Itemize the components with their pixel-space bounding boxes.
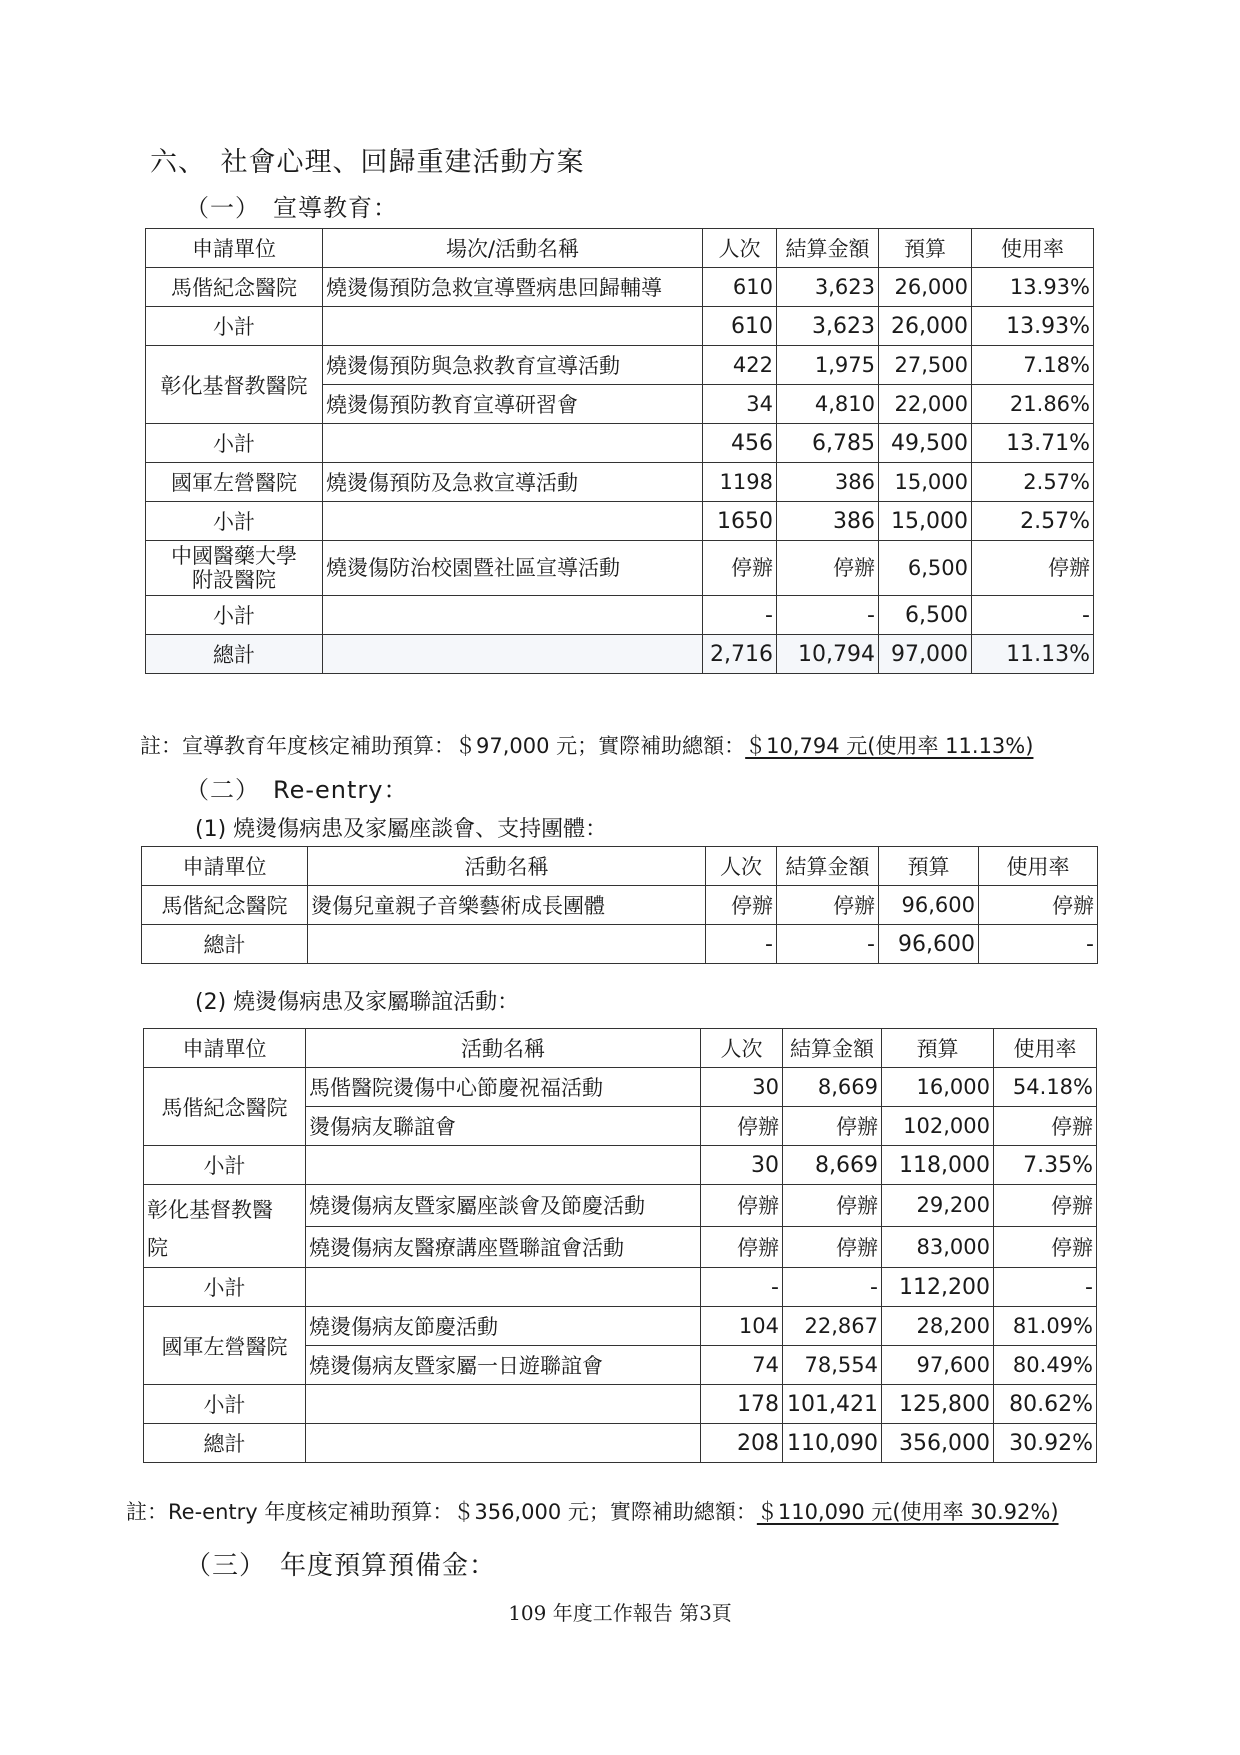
settled-amount-cell: 停辦 [777, 886, 879, 925]
usage-rate-cell: 81.09% [994, 1307, 1097, 1346]
total-label: 總計 [146, 635, 323, 674]
settled-amount-cell: 110,090 [783, 1424, 882, 1463]
subtotal-row [144, 1146, 1097, 1185]
budget-cell: 16,000 [882, 1068, 994, 1107]
table-row [146, 346, 1094, 385]
header-cell: 使用率 [979, 847, 1098, 886]
attendance-cell: - [701, 1268, 783, 1307]
header-cell: 申請單位 [146, 229, 323, 268]
attendance-cell: 74 [701, 1346, 783, 1385]
budget-cell: 83,000 [882, 1226, 994, 1268]
budget-cell: 118,000 [882, 1146, 994, 1185]
activity-cell [323, 635, 703, 674]
usage-rate-cell: 21.86% [972, 385, 1094, 424]
support-group-table [141, 846, 1098, 964]
subtotal-label: 小計 [146, 424, 323, 463]
header-cell: 人次 [706, 847, 777, 886]
attendance-cell: 2,716 [703, 635, 777, 674]
header-cell: 使用率 [972, 229, 1094, 268]
attendance-cell: 1650 [703, 502, 777, 541]
attendance-cell: 30 [701, 1068, 783, 1107]
budget-cell: 26,000 [879, 307, 972, 346]
attendance-cell: 178 [701, 1385, 783, 1424]
budget-cell: 27,500 [879, 346, 972, 385]
unit-cell: 彰化基督教醫院 [146, 346, 323, 424]
unit-cell: 馬偕紀念醫院 [146, 268, 323, 307]
promotion-education-table [145, 228, 1094, 674]
header-cell: 申請單位 [142, 847, 308, 886]
unit-cell: 國軍左營醫院 [144, 1307, 306, 1385]
activity-cell: 燒燙傷預防及急救宣導活動 [323, 463, 703, 502]
settled-amount-cell: 1,975 [777, 346, 879, 385]
usage-rate-cell: 13.93% [972, 268, 1094, 307]
settled-amount-cell: 78,554 [783, 1346, 882, 1385]
settled-amount-cell: 10,794 [777, 635, 879, 674]
budget-cell: 96,600 [879, 925, 979, 964]
settled-amount-cell: 停辦 [777, 541, 879, 596]
header-cell: 結算金額 [777, 229, 879, 268]
attendance-cell: 104 [701, 1307, 783, 1346]
social-events-table [143, 1028, 1097, 1463]
activity-cell [306, 1385, 701, 1424]
total-row [142, 925, 1098, 964]
usage-rate-cell: 停辦 [979, 886, 1098, 925]
unit-name-line: 附設醫院 [192, 568, 276, 592]
attendance-cell: 34 [703, 385, 777, 424]
table-row [144, 1185, 1097, 1227]
usage-rate-cell: 7.18% [972, 346, 1094, 385]
budget-cell: 15,000 [879, 502, 972, 541]
settled-amount-cell: 386 [777, 463, 879, 502]
activity-cell: 燒燙傷病友節慶活動 [306, 1307, 701, 1346]
subsection-title-reentry: （二） Re-entry： [185, 776, 409, 804]
header-cell: 預算 [879, 847, 979, 886]
header-cell: 預算 [882, 1029, 994, 1068]
usage-rate-cell: - [994, 1268, 1097, 1307]
table-row [146, 268, 1094, 307]
attendance-cell: 610 [703, 307, 777, 346]
activity-cell: 燒燙傷防治校園暨社區宣導活動 [323, 541, 703, 596]
settled-amount-cell: 8,669 [783, 1068, 882, 1107]
usage-rate-cell: - [979, 925, 1098, 964]
activity-cell [323, 502, 703, 541]
subtotal-label: 小計 [146, 596, 323, 635]
activity-cell [323, 596, 703, 635]
usage-rate-cell: 停辦 [972, 541, 1094, 596]
header-cell: 預算 [879, 229, 972, 268]
activity-cell: 燒燙傷病友暨家屬一日遊聯誼會 [306, 1346, 701, 1385]
settled-amount-cell: 101,421 [783, 1385, 882, 1424]
unit-name-line: 中國醫藥大學 [171, 544, 297, 568]
settled-amount-cell: - [777, 596, 879, 635]
header-cell: 申請單位 [144, 1029, 306, 1068]
attendance-cell: 停辦 [706, 886, 777, 925]
table-row [144, 1068, 1097, 1107]
budget-cell: 356,000 [882, 1424, 994, 1463]
attendance-cell: 停辦 [703, 541, 777, 596]
subsection-title-reserve-fund: （三） 年度預算預備金： [185, 1551, 497, 1581]
note-underlined-amount: ＄110,090 元(使用率 30.92%) [756, 1500, 1059, 1524]
usage-rate-cell: 2.57% [972, 502, 1094, 541]
subtotal-row [146, 307, 1094, 346]
usage-rate-cell: 80.49% [994, 1346, 1097, 1385]
budget-cell: 26,000 [879, 268, 972, 307]
attendance-cell: 208 [701, 1424, 783, 1463]
budget-cell: 29,200 [882, 1185, 994, 1227]
usage-rate-cell: 54.18% [994, 1068, 1097, 1107]
total-label: 總計 [144, 1424, 306, 1463]
unit-cell: 馬偕紀念醫院 [142, 886, 308, 925]
part-title-social-events: (2) 燒燙傷病患及家屬聯誼活動： [195, 990, 520, 1015]
total-row [146, 635, 1094, 674]
settled-amount-cell: 6,785 [777, 424, 879, 463]
activity-cell: 燒燙傷預防與急救教育宣導活動 [323, 346, 703, 385]
attendance-cell: 停辦 [701, 1107, 783, 1146]
total-label: 總計 [142, 925, 308, 964]
page-footer: 109 年度工作報告 第3頁 [508, 1601, 732, 1625]
table-header-row [144, 1029, 1097, 1068]
table-row [144, 1307, 1097, 1346]
note-underlined-amount: ＄10,794 元(使用率 11.13%) [745, 734, 1034, 758]
usage-rate-cell: 停辦 [994, 1226, 1097, 1268]
unit-cell [144, 1185, 306, 1268]
usage-rate-cell: 80.62% [994, 1385, 1097, 1424]
header-cell: 活動名稱 [306, 1029, 701, 1068]
settled-amount-cell: 4,810 [777, 385, 879, 424]
unit-cell: 馬偕紀念醫院 [144, 1068, 306, 1146]
subsection-title-promotion: （一） 宣導教育： [185, 194, 398, 222]
budget-cell: 125,800 [882, 1385, 994, 1424]
header-cell: 人次 [701, 1029, 783, 1068]
budget-cell: 112,200 [882, 1268, 994, 1307]
attendance-cell: 610 [703, 268, 777, 307]
budget-cell: 102,000 [882, 1107, 994, 1146]
unit-name-line: 彰化基督教醫 [147, 1198, 273, 1222]
activity-cell: 馬偕醫院燙傷中心節慶祝福活動 [306, 1068, 701, 1107]
activity-cell [306, 1424, 701, 1463]
subtotal-label: 小計 [144, 1385, 306, 1424]
promotion-budget-note [140, 730, 1033, 760]
table-header-row [146, 229, 1094, 268]
settled-amount-cell: - [777, 925, 879, 964]
settled-amount-cell: 386 [777, 502, 879, 541]
budget-cell: 6,500 [879, 596, 972, 635]
table-row [146, 541, 1094, 596]
attendance-cell: 30 [701, 1146, 783, 1185]
note-text: 註：Re-entry 年度核定補助預算：＄356,000 元；實際補助總額： [126, 1500, 757, 1524]
subtotal-row [146, 502, 1094, 541]
activity-cell: 燒燙傷預防急救宣導暨病患回歸輔導 [323, 268, 703, 307]
budget-cell: 22,000 [879, 385, 972, 424]
activity-cell: 燙傷病友聯誼會 [306, 1107, 701, 1146]
activity-cell [323, 424, 703, 463]
budget-cell: 96,600 [879, 886, 979, 925]
settled-amount-cell: 停辦 [783, 1185, 882, 1227]
attendance-cell: 456 [703, 424, 777, 463]
usage-rate-cell: 13.93% [972, 307, 1094, 346]
header-cell: 結算金額 [783, 1029, 882, 1068]
activity-cell [306, 1146, 701, 1185]
note-text: 註：宣導教育年度核定補助預算：＄97,000 元；實際補助總額： [140, 734, 746, 758]
table-row [142, 886, 1098, 925]
settled-amount-cell: - [783, 1268, 882, 1307]
usage-rate-cell: 7.35% [994, 1146, 1097, 1185]
activity-cell [323, 307, 703, 346]
usage-rate-cell: 停辦 [994, 1107, 1097, 1146]
usage-rate-cell: 13.71% [972, 424, 1094, 463]
activity-cell: 燒燙傷預防教育宣導研習會 [323, 385, 703, 424]
subtotal-label: 小計 [146, 502, 323, 541]
activity-cell [306, 1268, 701, 1307]
header-cell: 人次 [703, 229, 777, 268]
attendance-cell: - [703, 596, 777, 635]
settled-amount-cell: 8,669 [783, 1146, 882, 1185]
activity-cell [308, 925, 706, 964]
settled-amount-cell: 停辦 [783, 1107, 882, 1146]
budget-cell: 97,000 [879, 635, 972, 674]
header-cell: 活動名稱 [308, 847, 706, 886]
budget-cell: 49,500 [879, 424, 972, 463]
attendance-cell: 422 [703, 346, 777, 385]
header-cell: 使用率 [994, 1029, 1097, 1068]
subtotal-row [146, 424, 1094, 463]
settled-amount-cell: 22,867 [783, 1307, 882, 1346]
activity-cell: 燒燙傷病友醫療講座暨聯誼會活動 [306, 1226, 701, 1268]
usage-rate-cell: - [972, 596, 1094, 635]
section-heading: 六、 社會心理、回歸重建活動方案 [150, 147, 585, 178]
attendance-cell: 停辦 [701, 1226, 783, 1268]
table-header-row [142, 847, 1098, 886]
settled-amount-cell: 停辦 [783, 1226, 882, 1268]
activity-cell: 燒燙傷病友暨家屬座談會及節慶活動 [306, 1185, 701, 1227]
attendance-cell: - [706, 925, 777, 964]
settled-amount-cell: 3,623 [777, 268, 879, 307]
subtotal-label: 小計 [146, 307, 323, 346]
part-title-support-group: (1) 燒燙傷病患及家屬座談會、支持團體： [195, 817, 608, 842]
usage-rate-cell: 30.92% [994, 1424, 1097, 1463]
attendance-cell: 停辦 [701, 1185, 783, 1227]
budget-cell: 97,600 [882, 1346, 994, 1385]
usage-rate-cell: 11.13% [972, 635, 1094, 674]
activity-cell: 燙傷兒童親子音樂藝術成長團體 [308, 886, 706, 925]
usage-rate-cell: 2.57% [972, 463, 1094, 502]
table-row [146, 463, 1094, 502]
header-cell: 結算金額 [777, 847, 879, 886]
subtotal-row [144, 1385, 1097, 1424]
budget-cell: 6,500 [879, 541, 972, 596]
budget-cell: 15,000 [879, 463, 972, 502]
subtotal-label: 小計 [144, 1268, 306, 1307]
subtotal-row [146, 596, 1094, 635]
total-row [144, 1424, 1097, 1463]
settled-amount-cell: 3,623 [777, 307, 879, 346]
attendance-cell: 1198 [703, 463, 777, 502]
subtotal-row [144, 1268, 1097, 1307]
unit-cell: 國軍左營醫院 [146, 463, 323, 502]
reentry-budget-note [126, 1496, 1059, 1526]
unit-cell [146, 541, 323, 596]
subtotal-label: 小計 [144, 1146, 306, 1185]
usage-rate-cell: 停辦 [994, 1185, 1097, 1227]
budget-cell: 28,200 [882, 1307, 994, 1346]
unit-name-line: 院 [147, 1236, 168, 1260]
header-cell: 場次/活動名稱 [323, 229, 703, 268]
